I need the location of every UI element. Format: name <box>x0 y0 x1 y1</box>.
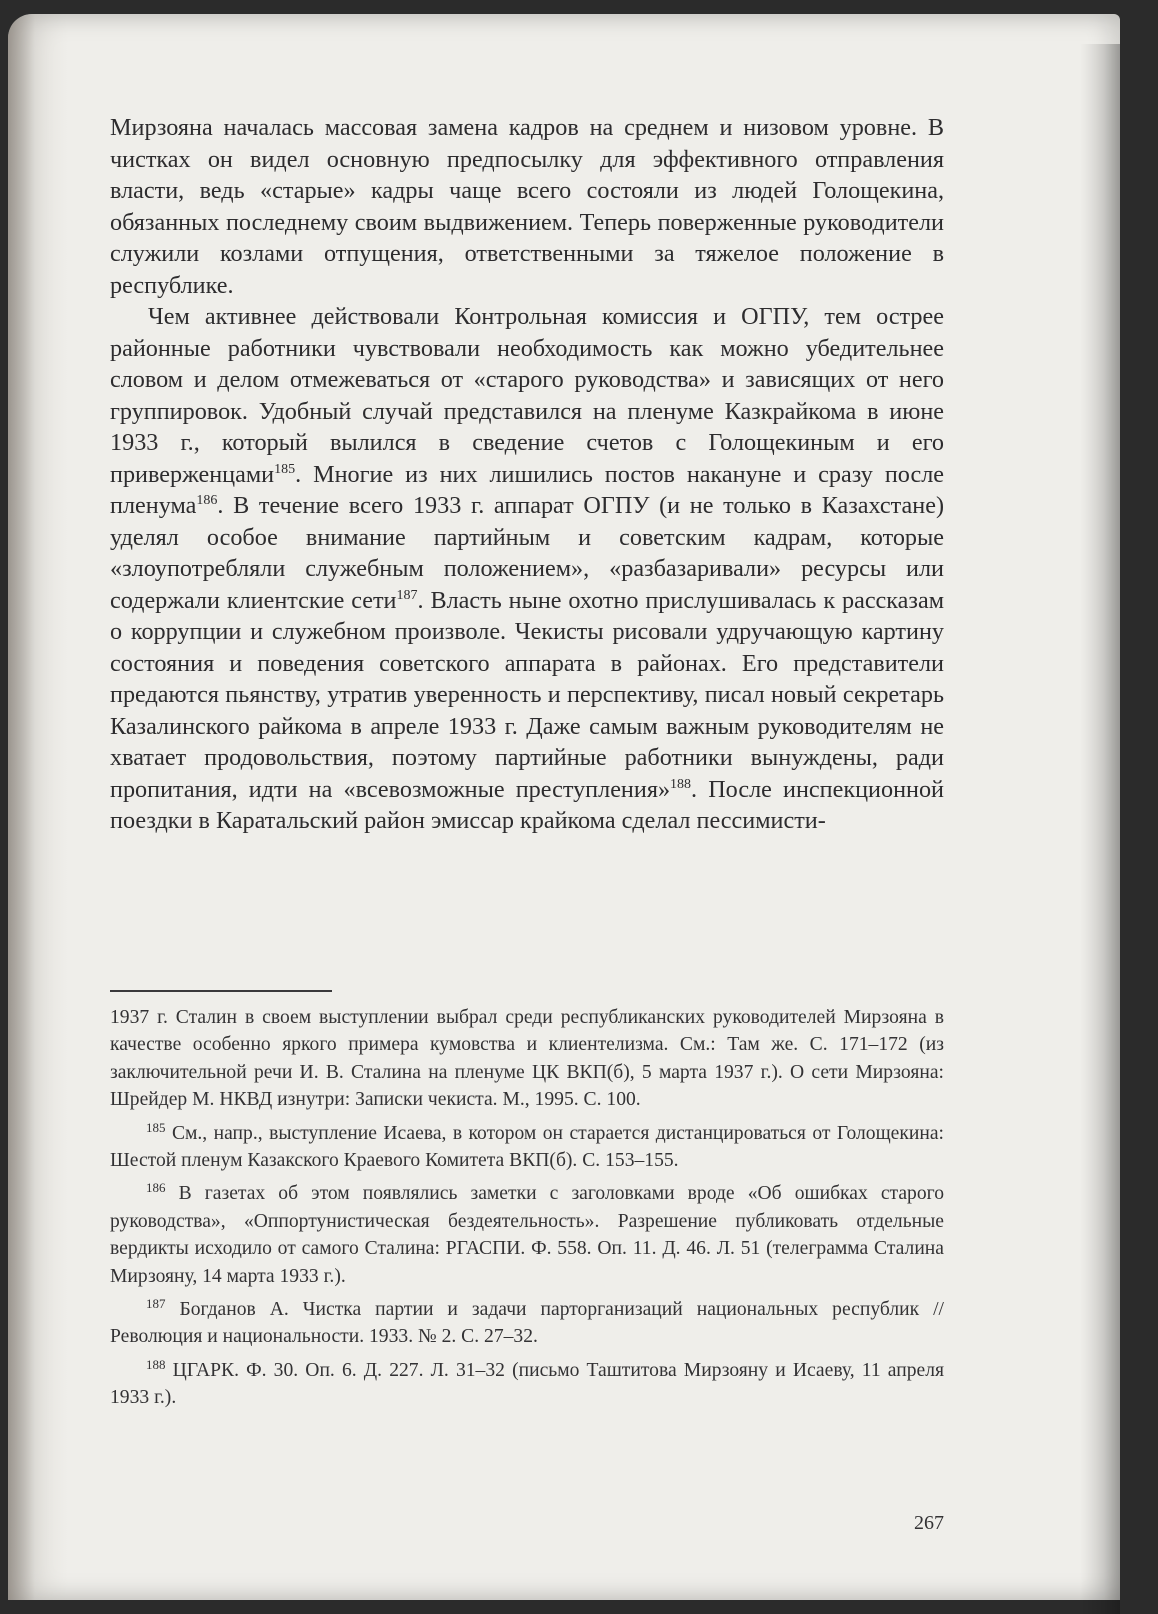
footnote-ref-185[interactable]: 185 <box>274 461 296 477</box>
page-curl-shadow <box>8 14 68 1600</box>
footnote-186 <box>110 1180 944 1290</box>
footnote-text: ЦГАРК. Ф. 30. Оп. 6. Д. 227. Л. 31–32 (письмо Таштитова Мирзояну и Исаеву, 11 апреля 1933 г.). <box>110 1359 944 1409</box>
footnote-number: 185 <box>146 1119 166 1135</box>
footnote-text: Богданов А. Чистка партии и задачи парторганизаций национальных республик // Революция и национальности. 1933. № 2. С. 27–32. <box>110 1299 944 1348</box>
paragraph-2-part-5: . После инспекционной поездки в Каратальский район эмиссар крайкома сделал пессимисти- <box>110 775 944 834</box>
footnote-ref-187[interactable]: 187 <box>396 587 418 603</box>
paragraph-2-part-4: . Власть ныне охотно прислушивалась к рассказам о коррупции и служебном произволе. Чекисты рисовали удручающую картину состояния и поведения советского аппарата в районах. Его представители предаются пьянству, утратив уверенность и перспективу, писал новый секретарь Казалинского райкома в апреле 1933 г. Даже самым важным руководителям не хватает продовольствия, поэтому партийные работники вынуждены, ради пропитания, идти на «всевозможные преступления» <box>110 586 945 803</box>
footnote-text: В газетах об этом появлялись заметки с заголовками вроде «Об ошибках старого руководства», «Оппортунистическая бездеятельность». Разрешение публиковать отдельные вердикты исходило от самого Сталина: РГАСПИ. Ф. 558. Оп. 11. Д. 46. Л. 51 (телеграмма Сталина Мирзояну, 14 марта 1933 г.). <box>110 1183 944 1287</box>
footnote-ref-188[interactable]: 188 <box>670 776 692 792</box>
footnotes <box>110 1004 944 1418</box>
footnote-185 <box>110 1120 944 1175</box>
paragraph-2-part-1: Чем активнее действовали Контрольная комиссия и ОГПУ, тем острее районные работники чувствовали необходимость как можно убедительнее словом и делом отмежеваться от «старого руководства» и зависящих от него группировок. Удобный случай представился на пленуме Казкрайкома в июне 1933 г., который вылился в сведение счетов с Голощекиным и его приверженцами <box>110 303 944 488</box>
paragraph-2-part-2: . Многие из них лишились постов накануне и сразу после пленума <box>110 460 944 519</box>
footnote-number: 187 <box>146 1296 166 1312</box>
footnote-ref-186[interactable]: 186 <box>196 493 218 508</box>
footnote-number: 188 <box>146 1356 166 1372</box>
footnote-separator <box>110 990 332 992</box>
footnote-number: 186 <box>146 1180 166 1196</box>
paragraph-1: Мирзояна началась массовая замена кадров на среднем и низовом уровне. В чистках он видел основную предпосылку для эффективного отправления власти, ведь «старые» кадры чаще всего состояли из людей Голощекина, обязанных последнему своим выдвижением. Теперь поверженные руководители служили козлами отпущения, ответственными за тяжелое положение в республике. <box>110 114 944 299</box>
footnote-continuation: 1937 г. Сталин в своем выступлении выбрал среди республиканских руководителей Мирзояна в качестве особенно яркого примера кумовства и клиентелизма. См.: Там же. С. 171–172 (из заключительной речи И. В. Сталина на пленуме ЦК ВКП(б), 5 марта 1937 г.). О сети Мирзояна: Шрейдер М. НКВД изнутри: Записки чекиста. М., 1995. С. 100. <box>110 1007 944 1111</box>
footnote-188 <box>110 1357 944 1412</box>
page-number: 267 <box>914 1512 944 1534</box>
book-spine-shadow <box>1080 44 1120 1614</box>
paragraph-2 <box>110 301 944 837</box>
paragraph-2-part-3: . В течение всего 1933 г. аппарат ОГПУ (и не только в Казахстане) уделял особое внимание партийным и советским кадрам, которые «злоупотребляли служебным положением», «разбазаривали» ресурсы или содержали клиентские сети <box>110 492 944 614</box>
footnote-text: См., напр., выступление Исаева, в котором он старается дистанцироваться от Голощекина: Шестой пленум Казакского Краевого Комитета ВКП(б). С. 153–155. <box>110 1122 944 1172</box>
footnote-187 <box>110 1296 944 1351</box>
main-text <box>110 112 944 837</box>
